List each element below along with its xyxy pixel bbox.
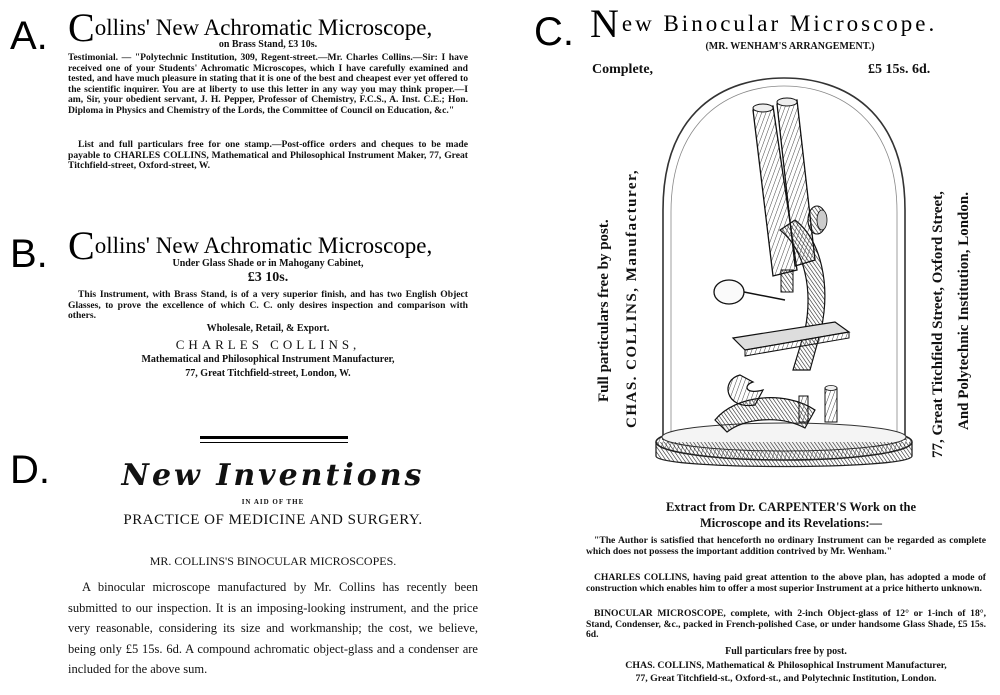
panel-d-practice: PRACTICE OF MEDICINE AND SURGERY. bbox=[123, 512, 423, 528]
panel-c-para1: CHARLES COLLINS, having paid great attention to the above plan, has adopted a mode of construction which enables him to offer a most superior Instrument at a price hitherto unknown. bbox=[586, 572, 986, 594]
panel-c-footer1: CHAS. COLLINS, Mathematical & Philosophical Instrument Manufacturer, bbox=[625, 660, 947, 671]
panel-a-testimonial: Testimonial. — "Polytechnic Institution, 309, Regent-street.—Mr. Charles Collins.—Sir: I have received one of your Students' Achromatic Microscopes, which I have carefully examined and tested, and have much pleasure in stating that it is one of the best and cheapest ever yet offered to the scientific inquirer. You are at liberty to use this letter in any way you may think proper.—I am, Sir, your obedient servant, J. H. Pepper, Professor of Chemistry, F.C.S., A. Inst. C.E.; Hon. Diploma in Physics and Chemistry of the Lords, the Committee of Council on Education, &c." bbox=[68, 52, 468, 116]
panel-b-wholesale: Wholesale, Retail, & Export. bbox=[206, 323, 330, 334]
panel-c-full-particulars: Full particulars free by post. bbox=[725, 646, 847, 657]
panel-b-price: £3 10s. bbox=[247, 270, 289, 285]
panel-b-subtitle: Under Glass Shade or in Mahogany Cabinet, bbox=[172, 258, 364, 269]
panel-b-maker: Mathematical and Philosophical Instrument Manufacturer, bbox=[141, 354, 395, 365]
panel-d-top-rule-thin bbox=[200, 442, 348, 443]
panel-b-title-initial: C bbox=[68, 223, 95, 268]
panel-d-subheading: MR. COLLINS'S BINOCULAR MICROSCOPES. bbox=[149, 554, 397, 568]
panel-c-right-vertical-1: 77, Great Titchfield Street, Oxford Street, bbox=[930, 191, 946, 458]
panel-c-price: £5 15s. 6d. bbox=[868, 62, 931, 77]
panel-c-extract-line2: Microscope and its Revelations:— bbox=[699, 516, 883, 530]
panel-c-title-initial: N bbox=[590, 1, 622, 46]
panel-d-label: D. bbox=[10, 448, 50, 492]
panel-a-subtitle: on Brass Stand, £3 10s. bbox=[218, 39, 318, 50]
panel-b-title-text: ollins' New Achromatic Microscope, bbox=[94, 233, 433, 258]
panel-c-left-vertical-1: Full particulars free by post. bbox=[596, 219, 612, 402]
panel-c-extract-line1: Extract from Dr. CARPENTER'S Work on the bbox=[665, 500, 917, 514]
panel-c-complete: Complete, bbox=[592, 62, 654, 77]
panel-b-address: 77, Great Titchfield-street, London, W. bbox=[185, 368, 351, 379]
panel-a-title-initial: C bbox=[68, 5, 95, 50]
panel-c-quote: "The Author is satisfied that henceforth no ordinary Instrument can be regarded as complete which does not possess the important addition contrived by Mr. Wenham." bbox=[586, 535, 986, 557]
panel-b-label: B. bbox=[10, 232, 48, 276]
panel-d-heading: New Inventions bbox=[121, 458, 425, 493]
panel-a-label: A. bbox=[10, 14, 48, 58]
panel-c-footer2: 77, Great Titchfield-st., Oxford-st., and Polytechnic Institution, London. bbox=[635, 673, 937, 684]
panel-c-title bbox=[590, 1, 938, 46]
panel-c-right-vertical-2: And Polytechnic Institution, London. bbox=[956, 192, 972, 430]
microscope-engraving bbox=[645, 70, 923, 480]
panel-d-top-rule-thick bbox=[200, 436, 348, 439]
panel-d-in-aid: IN AID OF THE bbox=[241, 498, 305, 506]
panel-d-body: A binocular microscope manufactured by Mr. Collins has recently been submitted to our inspection. It is an imposing-looking instrument, and the price very reasonable, considering its size and workmanship; the cost, we believe, being only £5 15s. 6d. A compound achromatic object-glass and a condenser are included for the above sum. bbox=[68, 580, 478, 676]
panel-c-para2: BINOCULAR MICROSCOPE, complete, with 2-inch Object-glass of 12° or 1-inch of 18°, Stand, Condenser, &c., packed in French-polished Case, or under handsome Glass Shade, £5 15s. 6d. bbox=[586, 608, 986, 641]
panel-c-left-vertical-2: CHAS. COLLINS, Manufacturer, bbox=[624, 168, 640, 428]
panel-b-name: CHARLES COLLINS, bbox=[175, 337, 361, 352]
panel-a-list: List and full particulars free for one stamp.—Post-office orders and cheques to be made payable to CHARLES COLLINS, Mathematical and Philosophical Instrument Maker, 77, Great Titchfield-street, Oxford-street, W. bbox=[68, 139, 468, 172]
panel-b-body: This Instrument, with Brass Stand, is of a very superior finish, and has two English Object Glasses, to prove the excellence of which C. C. only desires inspection and comparison with others. bbox=[68, 289, 468, 322]
panel-c-label: C. bbox=[534, 10, 574, 54]
panel-c-subtitle: (MR. WENHAM'S ARRANGEMENT.) bbox=[705, 41, 875, 52]
panel-c-title-text: ew Binocular Microscope. bbox=[621, 11, 938, 36]
panel-a-title-text: ollins' New Achromatic Microscope, bbox=[94, 15, 433, 40]
